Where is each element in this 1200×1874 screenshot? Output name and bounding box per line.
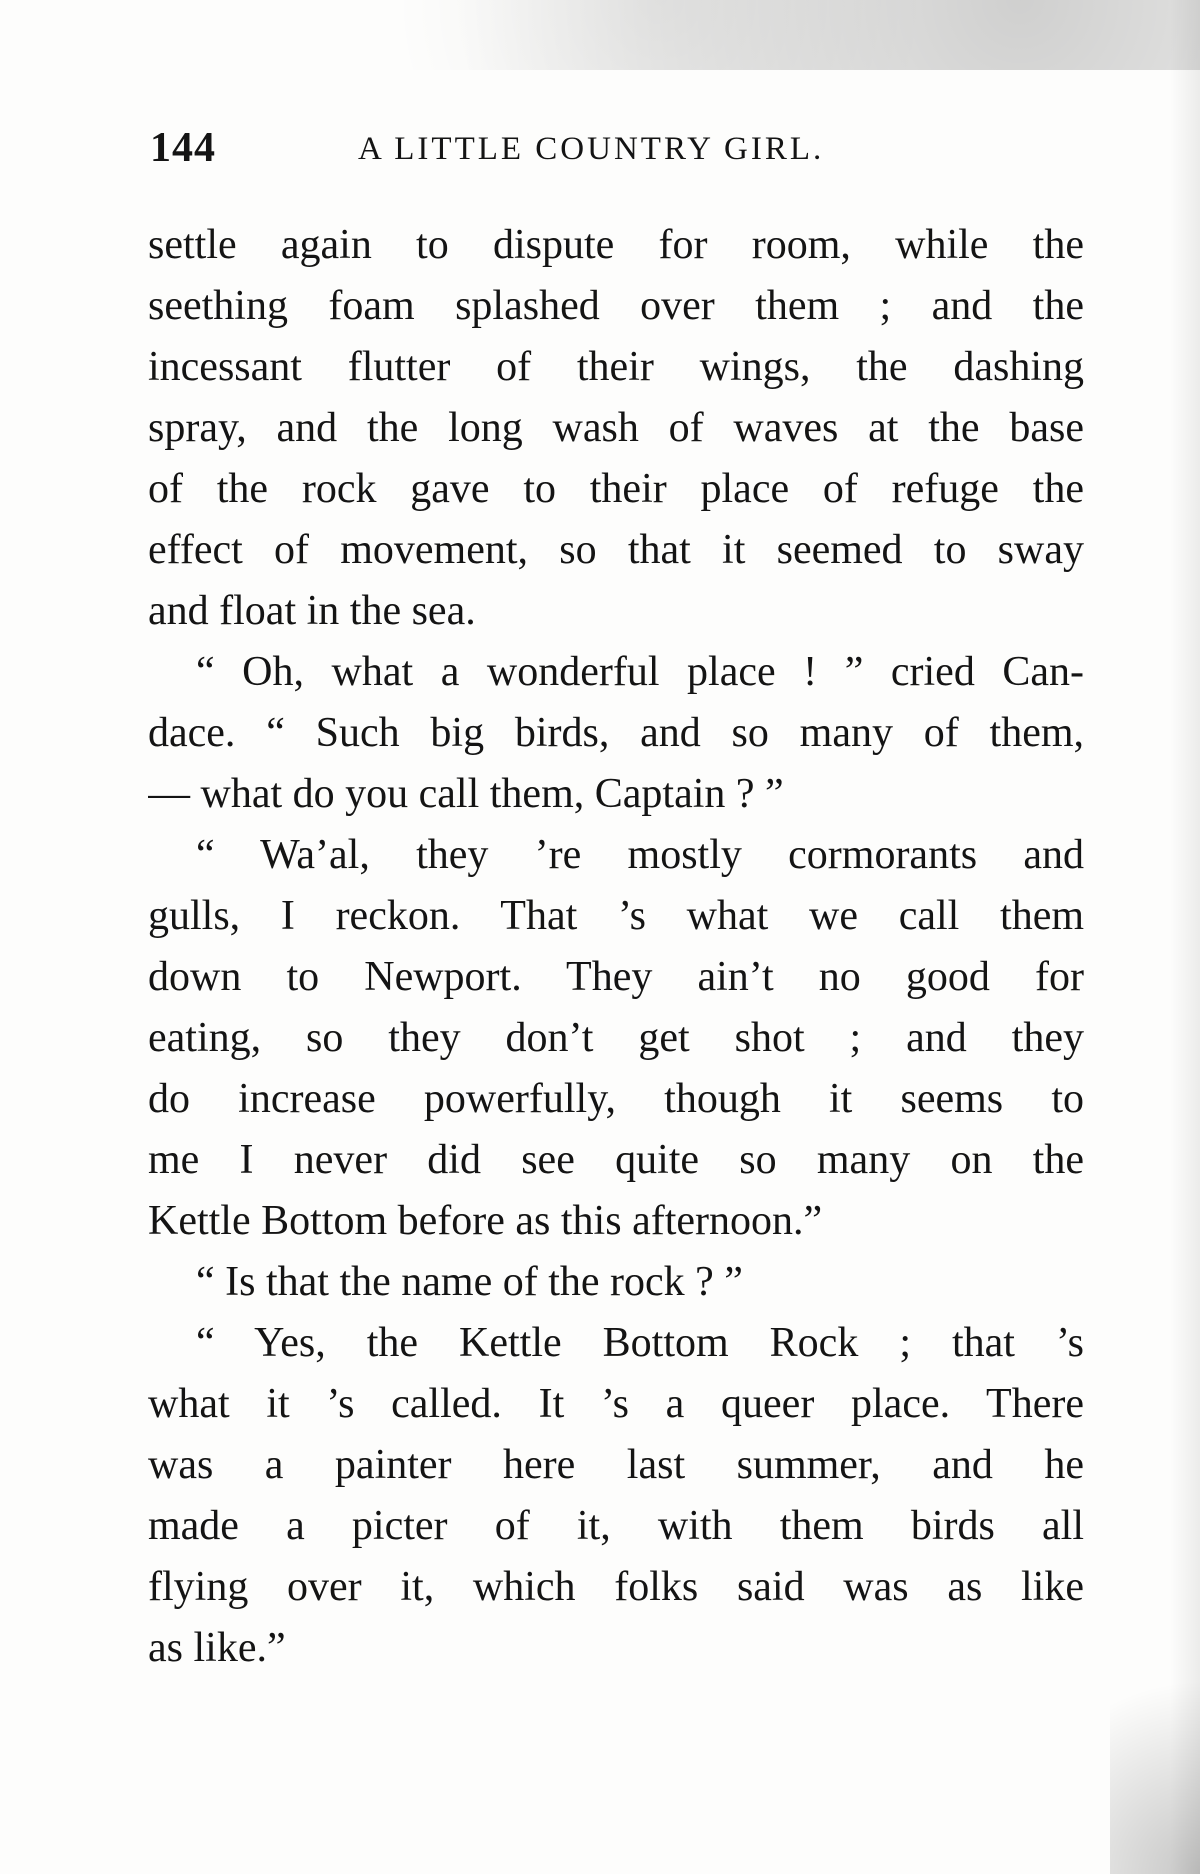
text-line: — what do you call them, Captain ? ” xyxy=(148,771,784,817)
text-line: flying over it, which folks said was as like xyxy=(148,1564,1084,1610)
text-line: was a painter here last summer, and he xyxy=(148,1442,1084,1488)
running-title: A LITTLE COUNTRY GIRL. xyxy=(358,131,825,167)
text-line: “ Wa’al, they ’re mostly cormorants and xyxy=(196,832,1084,878)
text-line: “ Oh, what a wonderful place ! ” cried Can- xyxy=(196,649,1084,695)
text-line: as like.” xyxy=(148,1625,286,1671)
text-line: gulls, I reckon. That ’s what we call them xyxy=(148,893,1084,939)
text-line: spray, and the long wash of waves at the base xyxy=(148,405,1084,451)
page-number: 144 xyxy=(150,125,216,171)
text-line: dace. “ Such big birds, and so many of them, xyxy=(148,710,1084,756)
text-line: eating, so they don’t get shot ; and they xyxy=(148,1015,1084,1061)
scan-edge-shading-right xyxy=(1170,0,1200,1874)
body-text xyxy=(148,215,1084,1679)
text-line: down to Newport. They ain’t no good for xyxy=(148,954,1084,1000)
text-line: of the rock gave to their place of refuge the xyxy=(148,466,1084,512)
text-line: incessant flutter of their wings, the dashing xyxy=(148,344,1084,390)
scan-edge-shading xyxy=(0,0,1200,70)
text-line: what it ’s called. It ’s a queer place. There xyxy=(148,1381,1084,1427)
text-line: me I never did see quite so many on the xyxy=(148,1137,1084,1183)
scan-corner-shading xyxy=(1110,1614,1200,1874)
text-line: and float in the sea. xyxy=(148,588,476,634)
text-line: settle again to dispute for room, while the xyxy=(148,222,1084,268)
text-line: do increase powerfully, though it seems to xyxy=(148,1076,1084,1122)
text-line: “ Is that the name of the rock ? ” xyxy=(196,1259,743,1305)
text-line: effect of movement, so that it seemed to sway xyxy=(148,527,1084,573)
text-line: seething foam splashed over them ; and the xyxy=(148,283,1084,329)
text-line: “ Yes, the Kettle Bottom Rock ; that ’s xyxy=(196,1320,1084,1366)
text-line: Kettle Bottom before as this afternoon.” xyxy=(148,1198,823,1244)
text-line: made a picter of it, with them birds all xyxy=(148,1503,1084,1549)
page-header xyxy=(150,118,1090,178)
